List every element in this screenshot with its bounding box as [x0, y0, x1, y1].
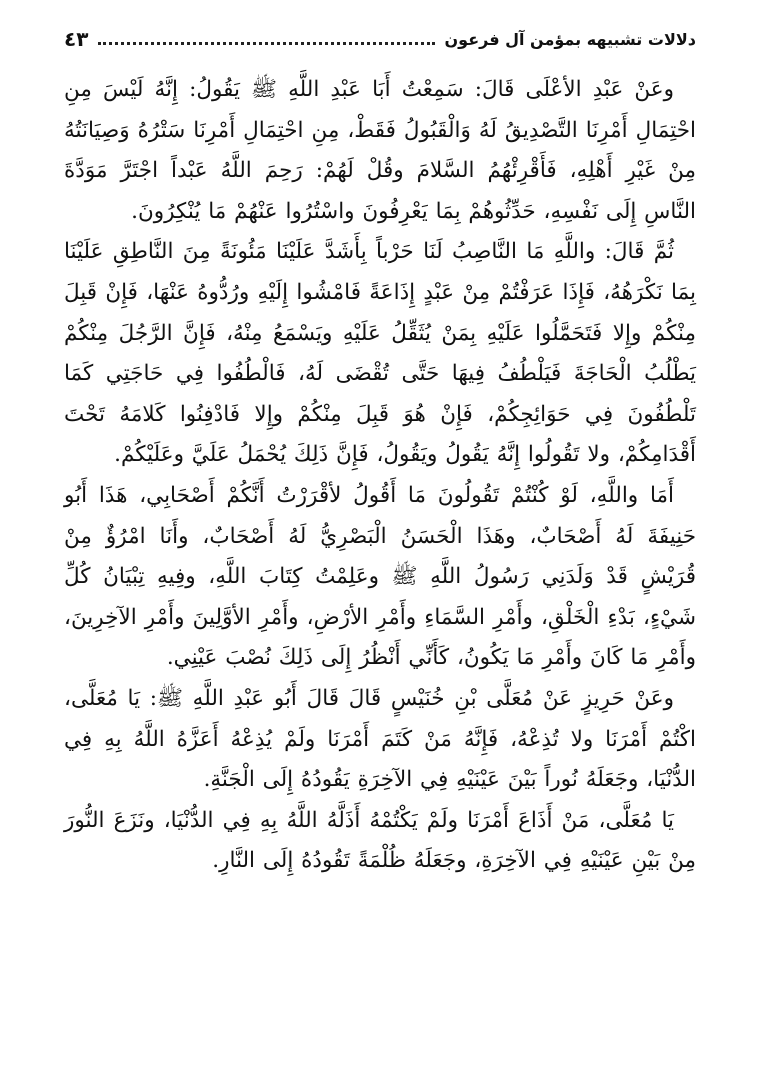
page-body	[64, 70, 696, 882]
paragraph: يَا مُعَلَّى، مَنْ أَذَاعَ أَمْرَنَا ولَمْ يَكْتُمْهُ أَذَلَّهُ اللَّهُ بِهِ فِي الدُّنْيَا، ونَزَعَ النُّورَ مِنْ بَيْنِ عَيْنَيْهِ فِي الآخِرَةِ، وجَعَلَهُ ظُلْمَةً تَقُودُهُ إِلَى النَّارِ.	[64, 807, 696, 874]
paragraph: وعَنْ حَرِيزٍ عَنْ مُعَلَّى بْنِ خُنَيْسٍ قَالَ قَالَ أَبُو عَبْدِ اللَّهِ ﷺ: يَا مُعَلَّى، اكْتُمْ أَمْرَنَا ولا تُذِعْهُ، فَإِنَّهُ مَنْ كَتَمَ أَمْرَنَا ولَمْ يُذِعْهُ أَعَزَّهُ اللَّهُ بِهِ فِي الدُّنْيَا، وجَعَلَهُ نُوراً بَيْنَ عَيْنَيْهِ فِي الآخِرَةِ يَقُودُهُ إِلَى الْجَنَّةِ.	[64, 685, 696, 793]
paragraph: وعَنْ عَبْدِ الأعْلَى قَالَ: سَمِعْتُ أَبَا عَبْدِ اللَّهِ ﷺ يَقُولُ: إِنَّهُ لَيْسَ مِنِ احْتِمَالِ أَمْرِنَا التَّصْدِيقُ لَهُ وَالْقَبُولُ فَقَطْ، مِنِ احْتِمَالِ أَمْرِنَا سَتْرُهُ وَصِيَانَتُهُ مِنْ غَيْرِ أَهْلِهِ، فَأَقْرِئْهُمُ السَّلامَ وقُلْ لَهُمْ: رَحِمَ اللَّهُ عَبْداً اجْتَرَّ مَوَدَّةَ النَّاسِ إِلَى نَفْسِهِ، حَدِّثُوهُمْ بِمَا يَعْرِفُونَ واسْتُرُوا عَنْهُمْ مَا يُنْكِرُونَ.	[64, 77, 696, 224]
dotted-leader	[98, 42, 434, 45]
page-number: ٤٣	[64, 27, 89, 51]
paragraph: أَمَا واللَّهِ، لَوْ كُنْتُمْ تَقُولُونَ مَا أَقُولُ لأقْرَرْتُ أَنَّكُمْ أَصْحَابِي، هَذَا أَبُو حَنِيفَةَ لَهُ أَصْحَابٌ، وهَذَا الْحَسَنُ الْبَصْرِيُّ لَهُ أَصْحَابٌ، وأَنَا امْرُؤٌ مِنْ قُرَيْشٍ قَدْ وَلَدَنِي رَسُولُ اللَّهِ ﷺ وعَلِمْتُ كِتَابَ اللَّهِ، وفِيهِ تِبْيَانُ كُلِّ شَيْءٍ، بَدْءِ الْخَلْقِ، وأَمْرِ السَّمَاءِ وأَمْرِ الأرْضِ، وأَمْرِ الأوَّلِينَ وأَمْرِ الآخِرِينَ، وأَمْرِ مَا كَانَ وأَمْرِ مَا يَكُونُ، كَأَنِّي أَنْظُرُ إِلَى ذَلِكَ نُصْبَ عَيْنِي.	[64, 482, 696, 671]
page-header	[64, 22, 696, 56]
paragraph: ثُمَّ قَالَ: واللَّهِ مَا النَّاصِبُ لَنَا حَرْباً بِأَشَدَّ عَلَيْنَا مَئُونَةً مِنَ النَّاطِقِ عَلَيْنَا بِمَا نَكْرَهُهُ، فَإِذَا عَرَفْتُمْ مِنْ عَبْدٍ إِذَاعَةً فَامْشُوا إِلَيْهِ ورُدُّوهُ عَنْهَا، فَإِنْ قَبِلَ مِنْكُمْ وإِلا فَتَحَمَّلُوا عَلَيْهِ بِمَنْ يُثَقِّلُ عَلَيْهِ ويَسْمَعُ مِنْهُ، فَإِنَّ الرَّجُلَ مِنْكُمْ يَطْلُبُ الْحَاجَةَ فَيَلْطُفُ فِيهَا حَتَّى تُقْضَى لَهُ، فَالْطُفُوا فِي حَاجَتِي كَمَا تَلْطُفُونَ فِي حَوَائِجِكُمْ، فَإِنْ هُوَ قَبِلَ مِنْكُمْ وإِلا فَادْفِنُوا كَلامَهُ تَحْتَ أَقْدَامِكُمْ، ولا تَقُولُوا إِنَّهُ يَقُولُ ويَقُولُ، فَإِنَّ ذَلِكَ يُحْمَلُ عَلَيَّ وعَلَيْكُمْ.	[64, 239, 696, 468]
running-title: دلالات تشبيهه بمؤمن آل فرعون	[444, 29, 696, 49]
